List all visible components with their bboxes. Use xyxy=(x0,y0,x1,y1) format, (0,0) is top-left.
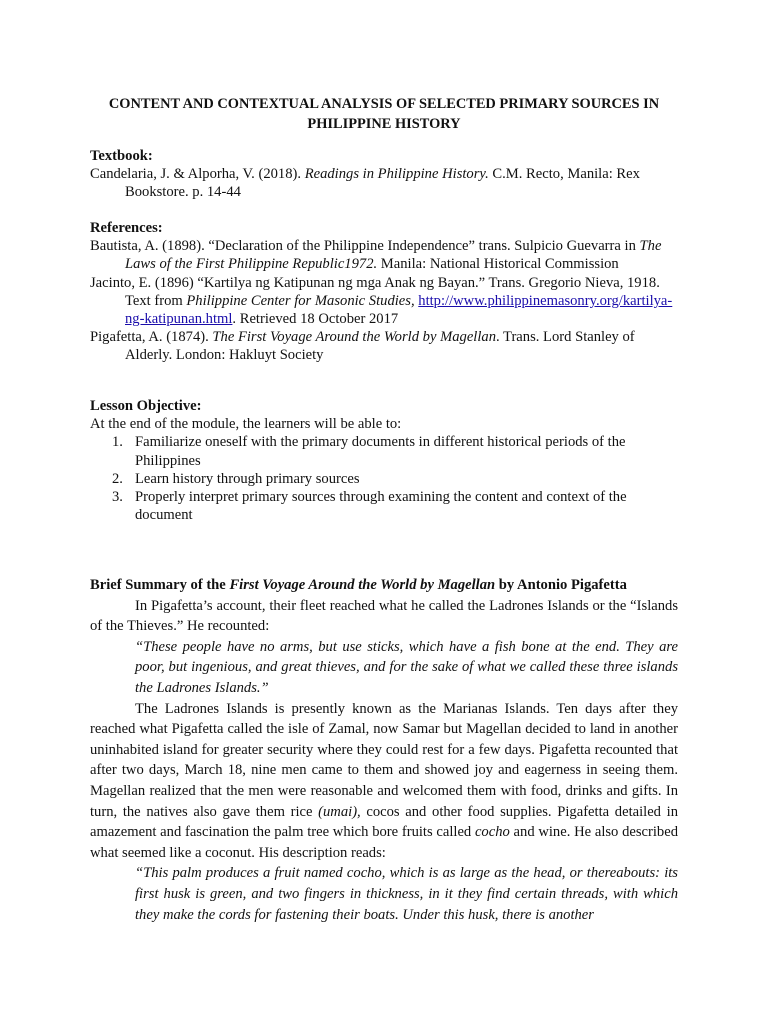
summary-section xyxy=(90,575,678,925)
summary-heading-title: First Voyage Around the World by Magellan xyxy=(229,577,496,593)
textbook-entry-author: Candelaria, J. & Alporha, V. (2018). xyxy=(90,166,305,183)
list-item xyxy=(90,488,678,524)
paragraph-term: (umai), xyxy=(318,803,361,820)
reference-bautista xyxy=(90,237,678,273)
page-title xyxy=(90,94,678,134)
list-item-number: 2. xyxy=(112,470,123,487)
reference-jacinto xyxy=(90,274,678,329)
title-line-2: PHILIPPINE HISTORY xyxy=(307,116,461,132)
summary-heading xyxy=(90,575,678,596)
reference-text: . Retrieved 18 October 2017 xyxy=(232,311,399,328)
objective-list xyxy=(90,433,678,524)
summary-heading-text: by Antonio Pigafetta xyxy=(495,577,627,593)
objective-intro: At the end of the module, the learners will be able to: xyxy=(90,416,402,433)
textbook-entry xyxy=(90,165,678,201)
paragraph-text: cocos and other food supplies. Pigafetta detailed in amazement and fascination the palm tree which bore fruits called xyxy=(90,803,679,841)
reference-link[interactable]: http://www.philippinemasonry.org/kartilya-ng-katipunan.html xyxy=(125,292,673,328)
list-item-text: Properly interpret primary sources through examining the content and context of the document xyxy=(135,489,627,524)
reference-pigafetta xyxy=(90,328,678,364)
summary-paragraph-2 xyxy=(90,699,678,864)
summary-heading-text: Brief Summary of the xyxy=(90,577,230,593)
summary-quote-2: “This palm produces a fruit named cocho, which is as large as the head, or thereabouts: its first husk is green, and two fingers in thickness, in it they find certain threads, with which they make the cords for fastening their boats. Under this husk, there is another xyxy=(135,865,678,923)
paragraph-term: cocho xyxy=(474,824,510,841)
list-item xyxy=(90,433,678,469)
reference-text: Bautista, A. (1898). “Declaration of the Philippine Independence” trans. Sulpicio Guevarra in xyxy=(90,238,640,255)
textbook-entry-title: Readings in Philippine History. xyxy=(304,166,489,183)
list-item-text: Learn history through primary sources xyxy=(135,470,360,487)
paragraph-text: and wine. He also described what seemed like a coconut. His description reads: xyxy=(90,824,678,861)
paragraph-text: The Ladrones Islands is presently known as the Marianas Islands. Ten days after they reached what Pigafetta called the isle of Zamal, now Samar but Magellan decided to land in another uninhabited island for greater security where they could rest for a few days. Pigafetta recounted that after two days, March 18, nine men came to them and showed joy and eagerness in seeing them. Magellan realized that the men were reasonable and welcomed them with food, drinks and gifts. In turn, the natives also gave them rice xyxy=(90,700,678,820)
list-item xyxy=(90,470,678,488)
reference-title: The Laws of the First Philippine Republic1972. xyxy=(125,238,662,273)
objective-heading: Lesson Objective: xyxy=(90,398,202,414)
list-item-number: 3. xyxy=(112,489,123,506)
textbook-heading: Textbook: xyxy=(90,148,153,164)
reference-title: Philippine Center for Masonic Studies, xyxy=(186,292,415,309)
references-section xyxy=(90,219,678,365)
references-heading: References: xyxy=(90,220,163,236)
textbook-entry-publisher: C.M. Recto, Manila: Rex Bookstore. p. 14-44 xyxy=(125,166,640,201)
objective-section xyxy=(90,397,678,524)
title-line-1: CONTENT AND CONTEXTUAL ANALYSIS OF SELECTED PRIMARY SOURCES IN xyxy=(108,96,660,112)
list-item-text: Familiarize oneself with the primary documents in different historical periods of the Philippines xyxy=(135,434,626,469)
reference-text: . Trans. Lord Stanley of Alderly. London: Hakluyt Society xyxy=(125,329,635,364)
reference-title: The First Voyage Around the World by Magellan xyxy=(212,329,497,346)
reference-text: Manila: National Historical Commission xyxy=(377,256,619,273)
reference-text: Pigafetta, A. (1874). xyxy=(90,329,213,346)
list-item-number: 1. xyxy=(112,434,123,451)
textbook-section xyxy=(90,147,678,202)
summary-quote-1: “These people have no arms, but use sticks, which have a fish bone at the end. They are poor, but ingenious, and great thieves, and for the sake of what we called these three islands the Ladrones Islands.” xyxy=(135,638,678,696)
reference-text: Jacinto, E. (1896) “Kartilya ng Katipunan ng mga Anak ng Bayan.” Trans. Gregorio Nieva, 1918. Text from xyxy=(90,274,660,309)
summary-paragraph-1: In Pigafetta’s account, their fleet reached what he called the Ladrones Islands or the “Islands of the Thieves.” He recounted: xyxy=(90,597,678,635)
